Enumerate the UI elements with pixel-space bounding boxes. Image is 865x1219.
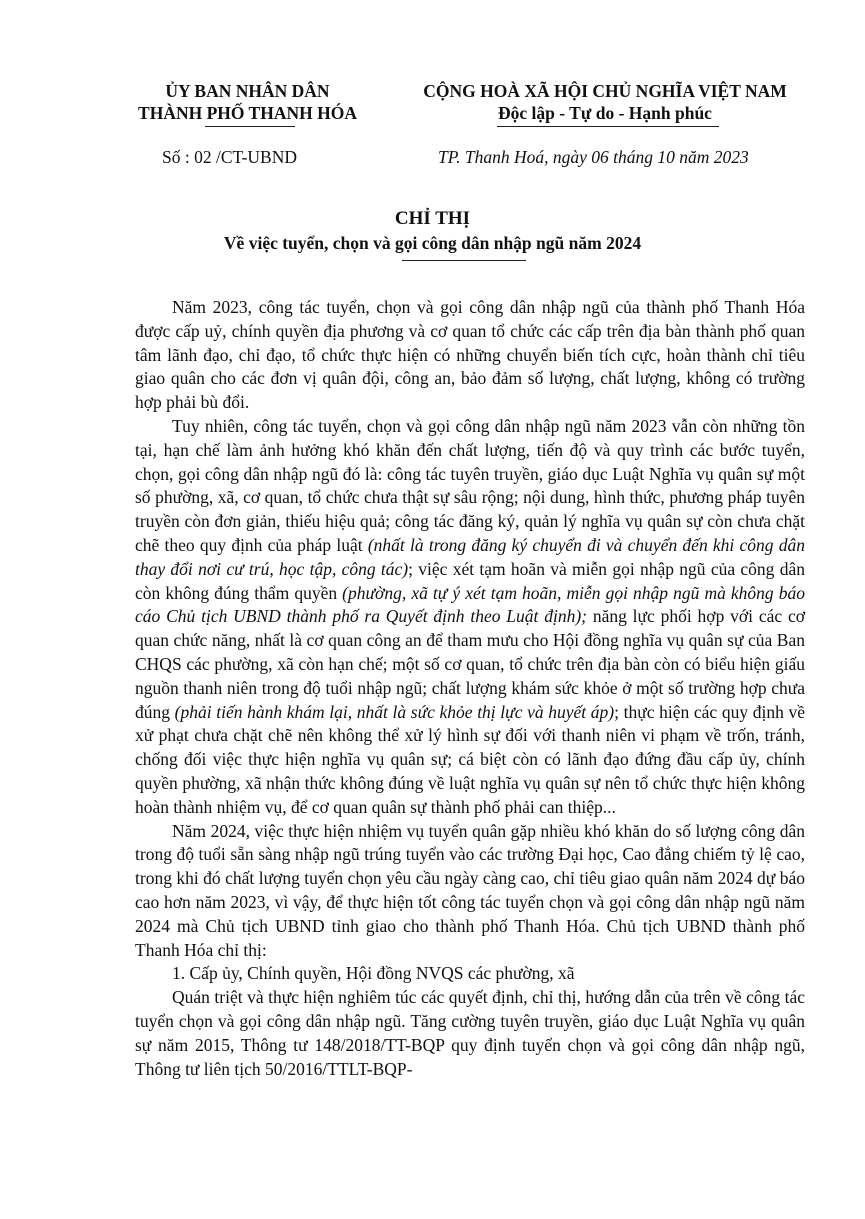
paragraph-2-text-d: ; thực hiện các quy định về xử phạt chưa chặt chẽ nên không thể xử lý hình sự đối với thanh niên vi phạm về trốn, tránh, chống đối việc thực hiện nghĩa vụ quân sự; cá biệt còn có lãnh đạo đứng đầu cấp ủy, chính quyền phường, xã nhận thức không đúng về luật nghĩa vụ quân sự nên tổ chức thực hiện không hoàn thành nhiệm vụ, để cơ quan quân sự thành phố phải can thiệp... bbox=[135, 701, 805, 817]
national-motto: Độc lập - Tự do - Hạnh phúc bbox=[498, 103, 712, 123]
paragraph-2-text-a: Tuy nhiên, công tác tuyển, chọn và gọi công dân nhập ngũ năm 2023 vẫn còn những tồn tại, hạn chế làm ảnh hưởng khó khăn đến chất lượng, tiến độ và quy trình các bước tuyển, chọn, gọi công dân nhập ngũ đó là: công tác tuyên truyền, giáo dục Luật Nghĩa vụ quân sự một số phường, xã, cơ quan, tổ chức chưa thật sự sâu rộng; nội dung, hình thức, phương pháp tuyên truyền còn đơn giản, thiếu hiệu quả; công tác đăng ký, quản lý nghĩa vụ quân sự còn chưa chặt chẽ theo quy định của pháp luật bbox=[135, 415, 805, 555]
issuer-line-2: THÀNH PHỐ THANH HÓA bbox=[138, 103, 357, 123]
paragraph-2-italic-1: (nhất là trong đăng ký chuyển đi và chuyển đến khi công dân thay đổi nơi cư trú, học tập, công tác) bbox=[135, 534, 805, 579]
issuer-line-1: ỦY BAN NHÂN DÂN bbox=[165, 81, 330, 101]
paragraph-5: Quán triệt và thực hiện nghiêm túc các quyết định, chỉ thị, hướng dẫn của trên về công tác tuyển chọn và gọi công dân nhập ngũ. Tăng cường tuyên truyền, giáo dục Luật Nghĩa vụ quân sự năm 2015, Thông tư 148/2018/TT-BQP quy định tuyển chọn và gọi công dân nhập ngũ, Thông tư liên tịch 50/2016/TTLT-BQP- bbox=[135, 987, 805, 1079]
paragraph-3: Năm 2024, việc thực hiện nhiệm vụ tuyển quân gặp nhiều khó khăn do số lượng công dân trong độ tuổi sẵn sàng nhập ngũ trúng tuyển vào các trường Đại học, Cao đẳng chiếm tỷ lệ cao, trong khi đó chất lượng tuyển chọn yêu cầu ngày càng cao, chỉ tiêu giao quân năm 2024 dự báo cao hơn năm 2023, vì vậy, để thực hiện tốt công tác tuyển chọn và gọi công dân nhập ngũ năm 2024 mà Chủ tịch UBND tỉnh giao cho thành phố Thanh Hóa. Chủ tịch UBND thành phố Thanh Hóa chỉ thị: bbox=[135, 820, 805, 960]
paragraph-2-text-b: ; việc xét tạm hoãn và miễn gọi nhập ngũ của công dân còn không đúng thẩm quyền bbox=[135, 558, 805, 603]
document-subtitle: Về việc tuyển, chọn và gọi công dân nhập ngũ năm 2024 bbox=[223, 233, 642, 253]
national-name: CỘNG HOÀ XÃ HỘI CHỦ NGHĨA VIỆT NAM bbox=[423, 81, 787, 101]
document-number: Số : 02 /CT-UBND bbox=[162, 147, 298, 167]
issuer-block bbox=[105, 80, 390, 124]
paragraph-2-italic-2: (phường, xã tự ý xét tạm hoãn, miễn gọi nhập ngũ mà không báo cáo Chủ tịch UBND thành phố ra Quyết định theo Luật định); bbox=[135, 582, 805, 627]
paragraph-1: Năm 2023, công tác tuyển, chọn và gọi công dân nhập ngũ của thành phố Thanh Hóa được cấp uỷ, chính quyền địa phương và cơ quan tổ chức các cấp trên địa bàn thành phố quan tâm lãnh đạo, chỉ đạo, tổ chức thực hiện có những chuyển biến tích cực, hoàn thành chỉ tiêu giao quân cho các đơn vị quân đội, công an, bảo đảm số lượng, chất lượng, không có trường hợp phải bù đổi. bbox=[135, 297, 805, 413]
document-title: CHỈ THỊ bbox=[394, 208, 471, 229]
document-date: TP. Thanh Hoá, ngày 06 tháng 10 năm 2023 bbox=[438, 147, 749, 167]
paragraph-2-text-c: năng lực phối hợp với các cơ quan chức năng, nhất là cơ quan công an để tham mưu cho Hội đồng nghĩa vụ quân sự của Ban CHQS các phường, xã còn hạn chế; một số cơ quan, tổ chức trên địa bàn còn có biểu hiện giấu nguồn thanh niên trong độ tuổi nhập ngũ; chất lượng khám sức khỏe ở một số trường hợp chưa đúng bbox=[135, 606, 805, 722]
issuer-underline bbox=[205, 126, 295, 127]
motto-underline bbox=[497, 126, 719, 127]
subtitle-underline bbox=[402, 260, 526, 261]
paragraph-2 bbox=[135, 415, 805, 820]
section-heading-1: 1. Cấp ủy, Chính quyền, Hội đồng NVQS các phường, xã bbox=[172, 963, 575, 984]
paragraph-2-italic-3: (phải tiến hành khám lại, nhất là sức khỏe thị lực và huyết áp) bbox=[174, 701, 615, 722]
national-header-block bbox=[395, 80, 815, 124]
document-body bbox=[135, 296, 805, 1081]
